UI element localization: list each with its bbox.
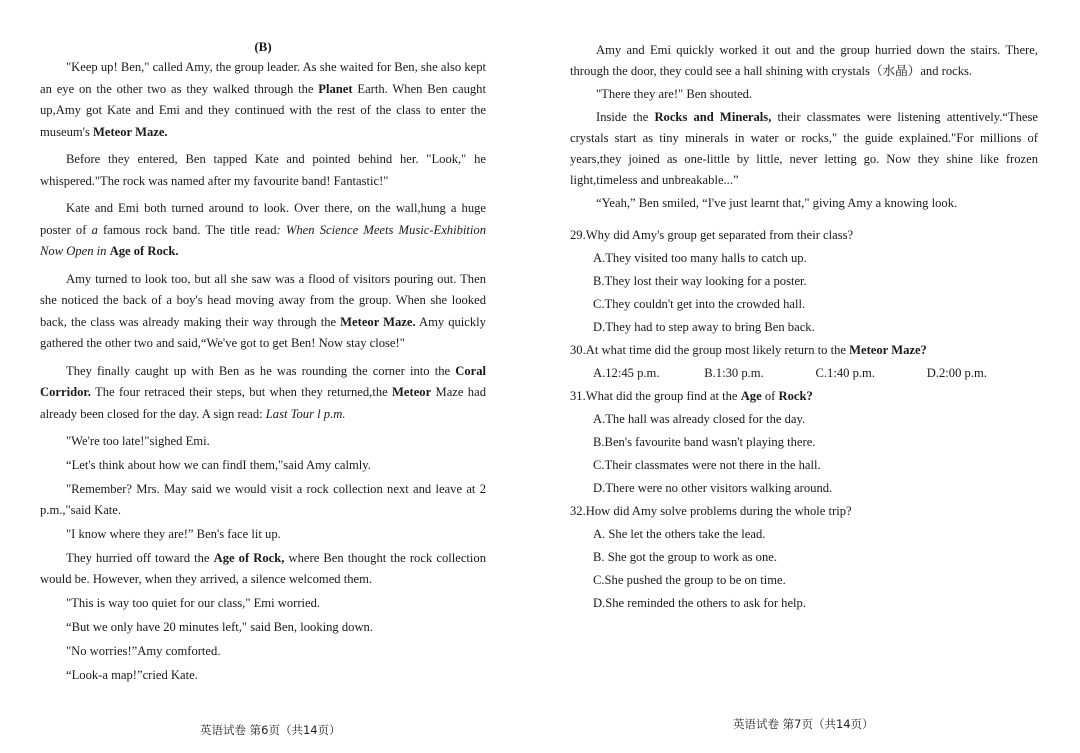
answer-option: A. She let the others take the lead. bbox=[593, 527, 766, 541]
answer-option: D.2:00 p.m. bbox=[926, 366, 987, 380]
question-stem: 31.What did the group find at the Age of Rock? bbox=[570, 389, 813, 403]
dialogue-line: "Remember? Mrs. May said we would visit a rock collection next and leave at 2 p.m.,"said Kate. bbox=[40, 482, 486, 517]
dialogue-line: “Let's think about how we can findI them,"said Amy calmly. bbox=[66, 458, 371, 472]
page-footer: 英语试卷 第7页（共14页） bbox=[733, 717, 874, 731]
answer-options-row bbox=[570, 362, 1038, 385]
dialogue-line: "No worries!”Amy comforted. bbox=[66, 644, 221, 658]
answer-option: C.They couldn't get into the crowded hall. bbox=[593, 297, 806, 311]
question-31 bbox=[570, 385, 1038, 500]
paragraph-5: They finally caught up with Ben as he was rounding the corner into the Coral Corridor. The four retraced their steps, but when they returned,the Meteor Maze had already been closed for the day. A sign read: Last Tour l p.m. bbox=[40, 363, 486, 421]
answer-option: A.They visited too many halls to catch up. bbox=[593, 251, 807, 265]
dialogue-line: “Look-a map!”cried Kate. bbox=[66, 668, 198, 682]
answer-option: B. She got the group to work as one. bbox=[593, 550, 777, 564]
answer-option: B.They lost their way looking for a poster. bbox=[593, 274, 807, 288]
questions-column bbox=[570, 40, 1038, 615]
question-30 bbox=[570, 339, 1038, 385]
dialogue-line: “But we only have 20 minutes left," said Ben, looking down. bbox=[66, 620, 373, 634]
answer-option: D.They had to step away to bring Ben back. bbox=[593, 320, 815, 334]
question-stem: 29.Why did Amy's group get separated from their class? bbox=[570, 228, 854, 242]
answer-option: C.1:40 p.m. bbox=[815, 366, 875, 380]
question-29 bbox=[570, 224, 1038, 339]
paragraph-r3: Inside the Rocks and Minerals, their classmates were listening attentively.“These crystals start as tiny minerals in water or rocks," the guide explained."For millions of years,they joined as one-little by little, never letting go. Now they shine like frozen light,timeless and unbreakable...” bbox=[570, 110, 1038, 187]
passage-column bbox=[40, 38, 486, 689]
paragraph-1: "Keep up! Ben," called Amy, the group leader. As she waited for Ben, she also kept an eye on the other two as they walked through the Planet Earth. When Ben caught up,Amy got Kate and Emi and they continued with the rest of the class to enter the museum's Meteor Maze. bbox=[40, 60, 486, 139]
section-title: (B) bbox=[254, 39, 272, 54]
question-32 bbox=[570, 500, 1038, 615]
dialogue-line: "There they are!" Ben shouted. bbox=[596, 87, 753, 101]
answer-option: C.Their classmates were not there in the hall. bbox=[593, 458, 821, 472]
dialogue-line: "I know where they are!” Ben's face lit up. bbox=[66, 527, 281, 541]
paragraph-6: They hurried off toward the Age of Rock, where Ben thought the rock collection would be. However, when they arrived, a silence welcomed them. bbox=[40, 551, 487, 586]
answer-option: B.Ben's favourite band wasn't playing there. bbox=[593, 435, 816, 449]
answer-option: D.There were no other visitors walking around. bbox=[593, 481, 833, 495]
paragraph-r1: Amy and Emi quickly worked it out and the group hurried down the stairs. There, through the door, they could see a hall shining with crystals（水晶）and rocks. bbox=[570, 43, 1038, 78]
question-stem: 32.How did Amy solve problems during the whole trip? bbox=[570, 504, 852, 518]
dialogue-line: “Yeah,” Ben smiled, “I've just learnt that," giving Amy a knowing look. bbox=[596, 196, 958, 210]
answer-option: C.She pushed the group to be on time. bbox=[593, 573, 786, 587]
page-footer: 英语试卷 第6页（共14页） bbox=[200, 723, 341, 737]
answer-option: A.12:45 p.m. bbox=[593, 366, 660, 380]
paragraph-4: Amy turned to look too, but all she saw was a flood of visitors pouring out. Then she noticed the back of a boy's head moving away from the group. When she looked back, the class was already making their way through the Meteor Maze. Amy quickly gathered the other two and said,“We've got to get Ben! Now stay close!" bbox=[40, 271, 486, 350]
paragraph-3: Kate and Emi both turned around to look. Over there, on the wall,hung a huge poster of a famous rock band. The title read: When Science Meets Music-Exhibition Now Open in Age of Rock. bbox=[40, 201, 486, 258]
dialogue-line: "This is way too quiet for our class," Emi worried. bbox=[66, 596, 321, 610]
dialogue-line: "We're too late!"sighed Emi. bbox=[66, 434, 210, 448]
answer-option: D.She reminded the others to ask for help. bbox=[593, 596, 806, 610]
answer-option: A.The hall was already closed for the day. bbox=[593, 412, 806, 426]
paragraph-2: Before they entered, Ben tapped Kate and pointed behind her. "Look," he whispered."The rock was named after my favourite band! Fantastic!" bbox=[40, 152, 486, 188]
question-stem: 30.At what time did the group most likely return to the Meteor Maze? bbox=[570, 343, 927, 357]
answer-option: B.1:30 p.m. bbox=[704, 366, 764, 380]
